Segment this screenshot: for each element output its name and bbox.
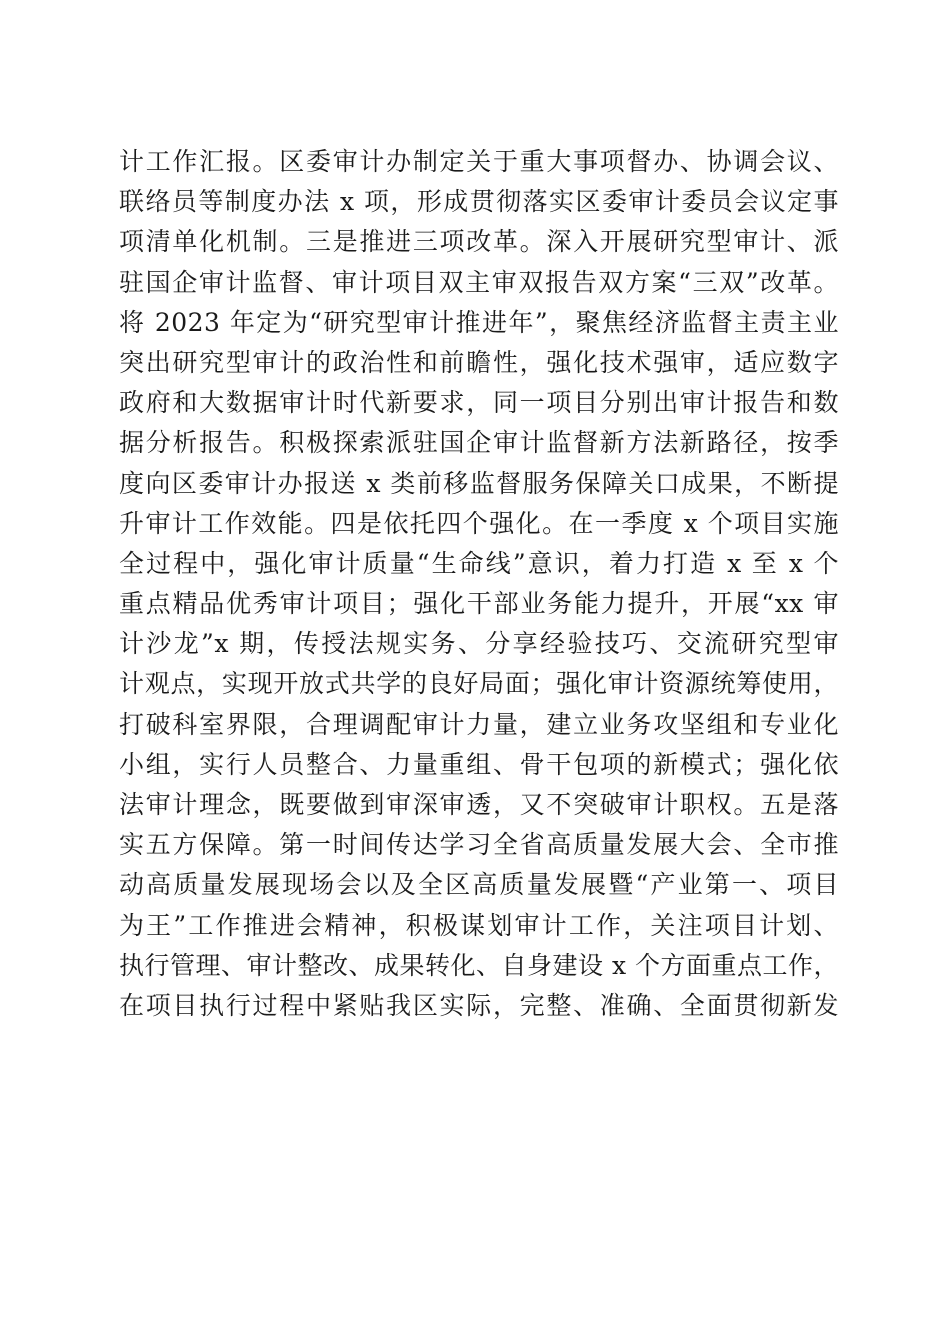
text-line: 实五方保障。第一时间传达学习全省高质量发展大会、全市推 (119, 830, 839, 860)
text-line: 计观点，实现开放式共学的良好局面；强化审计资源统筹使用， (119, 669, 839, 699)
text-line: 突出研究型审计的政治性和前瞻性，强化技术强审，适应数字 (119, 347, 839, 377)
body-text (119, 142, 839, 1026)
text-line: 度向区委审计办报送 x 类前移监督服务保障关口成果，不断提 (119, 468, 839, 498)
text-line: 动高质量发展现场会以及全区高质量发展暨“产业第一、项目 (119, 870, 839, 900)
text-line: 据分析报告。积极探索派驻国企审计监督新方法新路径，按季 (119, 428, 839, 458)
text-line: 升审计工作效能。四是依托四个强化。在一季度 x 个项目实施 (119, 508, 839, 538)
text-line: 计沙龙”x 期，传授法规实务、分享经验技巧、交流研究型审 (119, 629, 839, 659)
text-line: 项清单化机制。三是推进三项改革。深入开展研究型审计、派 (119, 227, 839, 257)
text-line: 小组，实行人员整合、力量重组、骨干包项的新模式；强化依 (119, 749, 839, 779)
text-line: 执行管理、审计整改、成果转化、自身建设 x 个方面重点工作， (119, 950, 839, 980)
text-line: 全过程中，强化审计质量“生命线”意识，着力打造 x 至 x 个 (119, 548, 839, 578)
text-line: 为王”工作推进会精神，积极谋划审计工作，关注项目计划、 (119, 910, 839, 940)
text-line: 重点精品优秀审计项目；强化干部业务能力提升，开展“xx 审 (119, 589, 839, 619)
text-line: 计工作汇报。区委审计办制定关于重大事项督办、协调会议、 (119, 147, 839, 176)
text-line: 法审计理念，既要做到审深审透，又不突破审计职权。五是落 (119, 790, 839, 819)
text-line: 将 2023 年定为“研究型审计推进年”，聚焦经济监督主责主业 (119, 307, 839, 337)
text-line: 驻国企审计监督、审计项目双主审双报告双方案“三双”改革。 (119, 267, 839, 297)
text-line: 联络员等制度办法 x 项，形成贯彻落实区委审计委员会议定事 (119, 187, 839, 217)
text-line: 在项目执行过程中紧贴我区实际，完整、准确、全面贯彻新发 (119, 990, 839, 1020)
text-line: 打破科室界限，合理调配审计力量，建立业务攻坚组和专业化 (119, 709, 839, 739)
text-line: 政府和大数据审计时代新要求，同一项目分别出审计报告和数 (119, 388, 839, 418)
